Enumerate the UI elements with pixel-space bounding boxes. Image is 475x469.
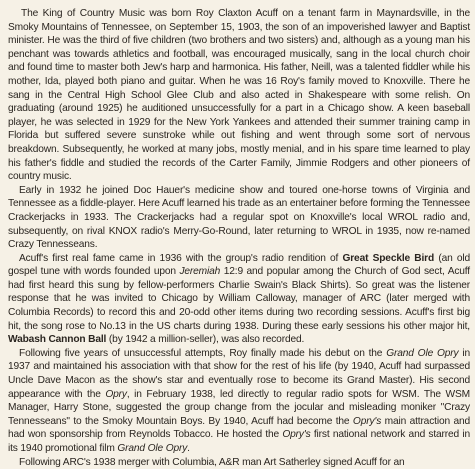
text-run: .: [187, 443, 190, 454]
text-run: (an old gospel tune with words founded upon: [8, 252, 470, 278]
italic-title-run: Grand Ole Opry: [386, 347, 459, 359]
paragraph-3: [8, 252, 470, 347]
text-run: Following ARC's 1938 merger with Columbia, A&R man Art Satherley signed Acuff for an: [19, 456, 405, 468]
text-run: Following five years of unsuccessful attempts, Roy finally made his debut on the: [19, 347, 387, 359]
text-run: , in February 1938, led directly to regular radio spots for WSM. The WSM Manager, Harry Stone, suggested the group change from the jocular and misleading moniker "Crazy Tennesseans" to the Smoky Mountain Boys. By 1940, Acuff had become the: [8, 388, 470, 427]
text-run: (by 1942 a million-seller), was also recorded.: [106, 334, 305, 346]
italic-title-run: Opry: [105, 388, 127, 400]
paragraph-2: [8, 184, 470, 252]
bold-title-run: Great Speckle Bird: [342, 252, 435, 264]
bold-title-run: Wabash Cannon Ball: [8, 334, 107, 346]
paragraph-1: [8, 7, 470, 184]
italic-title-run: Opry's: [352, 415, 382, 427]
text-run: Acuff's first real fame came in 1936 with the group's radio rendition of: [19, 252, 343, 264]
text-run: main attraction and had won sponsorship from Reynolds Tobacco. He hosted the: [8, 415, 470, 441]
paragraph-5: [8, 456, 470, 469]
article-body: [8, 7, 470, 469]
text-run: The King of Country Music was born Roy Claxton Acuff on a tenant farm in Maynardsville, in the Smoky Mountains of Tennessee, on September 15, 1903, the son of an impoverished lawyer and Baptist minister. He was the third of five children (two brothers and two sisters) and, although as a young man his penchant was towards athletics and football, was encouraged musically, sang in the local church choir and found time to master both Jew's harp and harmonica. His father, Neill, was a talented fiddler while his mother, Ida, played both piano and guitar. When he was 16 Roy's family moved to Knoxville. There he sang in the Central High School Glee Club and also acted in Shakespeare with some relish. On graduating (around 1925) he auditioned unsuccessfully for a part in a Chicago show. A keen baseball player, he was selected in 1929 for the New York Yankees and attended their summer training camp in Florida but suffered severe sunstroke while out fishing and went through some sort of nervous breakdown. Subsequently, he worked at many jobs, mostly menial, and in his spare time learned to play his father's fiddle and studied the records of the Carter Family, Jimmie Rodgers and other pioneers of country music.: [8, 8, 470, 183]
text-run: first national network and starred in its 1940 promotional film: [8, 429, 470, 454]
text-run: Early in 1932 he joined Doc Hauer's medicine show and toured one-horse towns of Virginia and Tennessee as a fiddle-player. Here Acuff learned his trade as an entertainer before forming the Tennessee Crackerjacks in 1933. The Crackerjacks had a regular spot on Knoxville's local WROL radio and, subsequently, on rival KNOX radio's Merry-Go-Round, later returning to WROL in 1935, now re-named Crazy Tennesseans.: [8, 184, 470, 251]
text-run: in 1937 and maintained his association with that show for the rest of his life (by 1940, Acuff had surpassed Uncle Dave Macon as the show's star and eventually rose to become its Grand Master). His second appearance with the: [8, 347, 470, 400]
italic-title-run: Grand Ole Opry: [117, 443, 188, 454]
italic-title-run: Opry's: [282, 429, 311, 441]
paragraph-4: [8, 347, 470, 456]
italic-title-run: Jeremiah: [179, 266, 221, 278]
text-run: 12:9 and popular among the Church of God sect, Acuff had first heard this sung by fellow-performers Charlie Swain's Black Shirts). So great was the listener response that he was invited to Chicago by William Calloway, manager of ARC (later merged with Columbia Records) to record this and 20-odd other items during two recording sessions. Acuff's first big hit, the song rose to No.13 in the US charts during 1938. During these early sessions his other major hit,: [8, 266, 470, 332]
